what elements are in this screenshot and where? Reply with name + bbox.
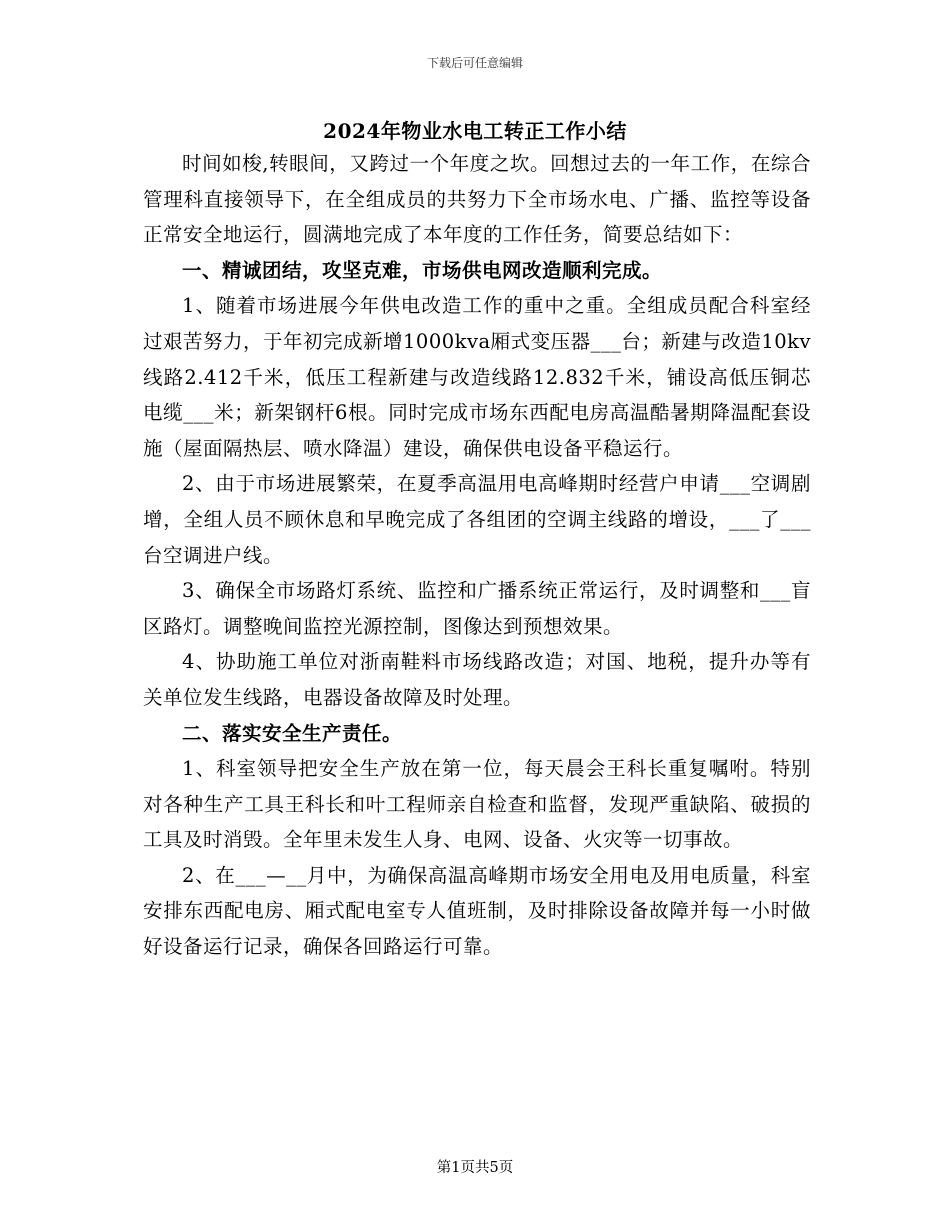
document-title: 2024年物业水电工转正工作小结 — [323, 119, 627, 143]
paragraph-2-2: 2、在___—__月中，为确保高温高峰期市场安全用电及用电质量，科室安排东西配电房、厢式配电室专人值班制，及时排除设备故障并每一小时做好设备运行记录，确保各回路运行可靠。 — [143, 863, 811, 959]
section-heading-2: 二、落实安全生产责任。 — [182, 721, 403, 745]
paragraph-1-3: 3、确保全市场路灯系统、监控和广播系统正常运行，及时调整和___盲区路灯。调整晚间监控光源控制，图像达到预想效果。 — [143, 579, 811, 638]
header-note: 下载后可任意编辑 — [426, 56, 523, 70]
paragraph-2-1: 1、科室领导把安全生产放在第一位，每天晨会王科长重复嘱咐。特别对各种生产工具王科长和叶工程师亲自检查和监督，发现严重缺陷、破损的工具及时消毁。全年里未发生人身、电网、设备、火灾等一切事故。 — [143, 757, 811, 852]
paragraph-1-4: 4、协助施工单位对浙南鞋料市场线路改造；对国、地税，提升办等有关单位发生线路，电器设备故障及时处理。 — [143, 650, 811, 709]
document-body — [143, 146, 811, 965]
section-heading-1: 一、精诚团结，攻坚克难，市场供电网改造顺利完成。 — [182, 258, 663, 282]
page-number-footer: 第1页共5页 — [436, 1160, 514, 1176]
paragraph-1-2: 2、由于市场进展繁荣，在夏季高温用电高峰期时经营户申请___空调剧增，全组人员不顾休息和早晚完成了各组团的空调主线路的增设，___了___台空调进户线。 — [143, 472, 811, 567]
paragraph-1-1: 1、随着市场进展今年供电改造工作的重中之重。全组成员配合科室经过艰苦努力，于年初完成新增1000kva厢式变压器___台；新建与改造10kv线路2.412千米，低压工程新建与改造线路12.832千米，铺设高低压铜芯电缆___米；新架钢杆6根。同时完成市场东西配电房高温酷暑期降温配套设施（屋面隔热层、喷水降温）建设，确保供电设备平稳运行。 — [143, 294, 811, 460]
paragraph-intro: 时间如梭,转眼间，又跨过一个年度之坎。回想过去的一年工作，在综合管理科直接领导下，在全组成员的共努力下全市场水电、广播、监控等设备正常安全地运行，圆满地完成了本年度的工作任务，简要总结如下： — [143, 152, 811, 247]
